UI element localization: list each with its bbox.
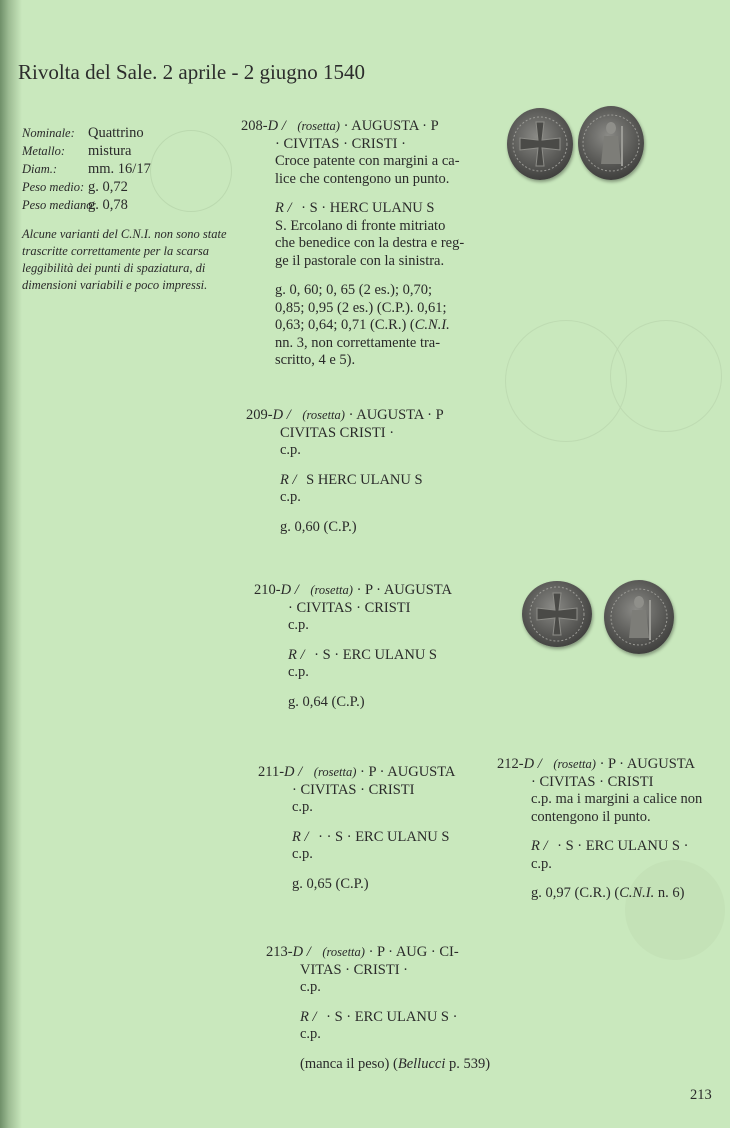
saint-figure-icon bbox=[578, 106, 644, 180]
spacer bbox=[266, 1044, 490, 1056]
condition-note: c.p. bbox=[531, 855, 552, 872]
obverse-description-cont: lice che contengono un punto. bbox=[275, 170, 450, 187]
obverse-prefix: D / bbox=[280, 582, 299, 598]
meta-row-peso-medio bbox=[22, 178, 151, 196]
rosetta-mark: (rosetta) bbox=[553, 757, 596, 771]
entry-number: 213- bbox=[266, 944, 293, 960]
obverse-legend-cont: · CIVITAS · CRISTI bbox=[531, 773, 654, 790]
condition-note: c.p. bbox=[288, 617, 309, 633]
meta-value: mm. 16/17 bbox=[88, 161, 151, 177]
obverse-legend: · P · AUGUSTA bbox=[599, 756, 695, 772]
cross-icon bbox=[507, 108, 573, 180]
meta-value: g. 0,78 bbox=[88, 197, 128, 213]
meta-value: g. 0,72 bbox=[88, 179, 128, 195]
reference-cni: C.N.I. bbox=[414, 317, 450, 333]
reverse-legend: · S · ERC ULANU S bbox=[314, 646, 437, 663]
obverse-prefix: D / bbox=[292, 944, 311, 960]
meta-key: Peso mediano: bbox=[22, 198, 97, 212]
obverse-prefix: D / bbox=[267, 118, 286, 134]
weight-line: (manca il peso) ( bbox=[300, 1055, 398, 1072]
obverse-legend-cont: · CIVITAS · CRISTI bbox=[292, 781, 415, 798]
page-number: 213 bbox=[690, 1087, 712, 1103]
meta-key: Diam.: bbox=[22, 162, 58, 176]
obverse-legend-cont: · CIVITAS · CRISTI bbox=[288, 599, 411, 616]
coin-metadata bbox=[22, 124, 151, 214]
meta-value: mistura bbox=[88, 143, 132, 159]
reverse-prefix: R / bbox=[292, 828, 309, 845]
rosetta-mark: (rosetta) bbox=[322, 945, 365, 959]
weight-line: g. 0,64 (C.P.) bbox=[288, 693, 365, 710]
meta-key: Peso medio: bbox=[22, 180, 85, 194]
cross-icon bbox=[522, 581, 592, 647]
coin-reverse-image-208 bbox=[578, 106, 644, 180]
weight-line-end: n. 6) bbox=[654, 885, 685, 901]
reverse-legend: S HERC ULANU S bbox=[306, 471, 423, 488]
weights-line-5: scritto, 4 e 5). bbox=[275, 352, 356, 368]
spacer bbox=[497, 873, 702, 885]
reverse-prefix: R / bbox=[280, 471, 297, 488]
obverse-prefix: D / bbox=[272, 407, 291, 423]
entry-number: 210- bbox=[254, 582, 281, 598]
weight-line: g. 0,65 (C.P.) bbox=[292, 875, 369, 892]
page-gutter-shadow bbox=[0, 0, 22, 1128]
spacer bbox=[266, 997, 490, 1009]
obverse-legend-cont: VITAS · CRISTI · bbox=[300, 961, 408, 978]
reverse-legend: · · S · ERC ULANU S bbox=[318, 828, 450, 845]
bleed-through-decoration bbox=[150, 130, 232, 212]
obverse-legend: · P · AUGUSTA bbox=[356, 582, 452, 598]
bleed-through-decoration-2 bbox=[505, 320, 627, 442]
rosetta-mark: (rosetta) bbox=[302, 408, 345, 422]
weight-line: g. 0,60 (C.P.) bbox=[280, 518, 357, 535]
condition-note: c.p. bbox=[300, 979, 321, 995]
obverse-legend: · P · AUG · CI- bbox=[368, 944, 459, 960]
reverse-description: S. Ercolano di fronte mitriato bbox=[275, 217, 446, 234]
catalog-entry-208 bbox=[241, 118, 464, 370]
weights-line-1: g. 0, 60; 0, 65 (2 es.); 0,70; bbox=[275, 282, 433, 298]
meta-row-metallo bbox=[22, 142, 151, 160]
page-title: Rivolta del Sale. 2 aprile - 2 giugno 1540 bbox=[18, 60, 366, 84]
condition-note: c.p. bbox=[300, 1026, 321, 1042]
catalog-entry-210 bbox=[254, 582, 452, 711]
reverse-prefix: R / bbox=[288, 646, 305, 663]
transcription-note: Alcune varianti del C.N.I. non sono state trascritte correttamente per la scarsa leggibilità dei punti di spaziatura, di dimensioni variabili e poco impressi. bbox=[22, 227, 227, 292]
reference-bellucci: Bellucci bbox=[397, 1055, 446, 1072]
reference-cni: C.N.I. bbox=[619, 885, 655, 901]
obverse-legend: · AUGUSTA · P bbox=[348, 407, 444, 423]
coin-obverse-image-210 bbox=[522, 581, 592, 647]
weight-line-end: p. 539) bbox=[445, 1055, 491, 1072]
obverse-prefix: D / bbox=[284, 764, 303, 780]
saint-figure-icon bbox=[604, 580, 674, 654]
meta-key: Nominale: bbox=[22, 126, 75, 140]
spacer bbox=[241, 188, 464, 200]
obverse-legend-cont: · CIVITAS · CRISTI · bbox=[275, 135, 406, 152]
spacer bbox=[258, 817, 455, 829]
reverse-description-cont-2: ge il pastorale con la sinistra. bbox=[275, 252, 445, 269]
spacer bbox=[254, 682, 452, 694]
spacer bbox=[246, 460, 444, 472]
weight-line: g. 0,97 (C.R.) ( bbox=[531, 885, 620, 901]
meta-row-peso-mediano bbox=[22, 196, 151, 214]
catalog-entry-213 bbox=[266, 944, 490, 1073]
condition-note: c.p. bbox=[280, 489, 301, 505]
condition-note: c.p. bbox=[292, 799, 313, 815]
condition-note: c.p. bbox=[280, 442, 301, 458]
reverse-legend: · S · ERC ULANU S · bbox=[557, 838, 689, 854]
obverse-legend: · P · AUGUSTA bbox=[360, 764, 456, 780]
entry-number: 211- bbox=[258, 764, 285, 780]
coin-reverse-image-210 bbox=[604, 580, 674, 654]
entry-number: 209- bbox=[246, 407, 273, 423]
reverse-prefix: R / bbox=[275, 200, 292, 216]
reverse-legend: · S · HERC ULANU S bbox=[301, 200, 435, 216]
weights-line-3: 0,63; 0,64; 0,71 (C.R.) ( bbox=[275, 317, 415, 333]
meta-row-diam bbox=[22, 160, 151, 178]
condition-note-cont: contengono il punto. bbox=[531, 808, 651, 825]
weights-line-2: 0,85; 0,95 (2 es.) (C.P.). 0,61; bbox=[275, 299, 447, 316]
spacer bbox=[246, 507, 444, 519]
meta-key: Metallo: bbox=[22, 144, 66, 158]
spacer bbox=[258, 864, 455, 876]
coin-obverse-image-208 bbox=[507, 108, 573, 180]
condition-note: c.p. bbox=[292, 846, 313, 862]
obverse-legend: · AUGUSTA · P bbox=[343, 118, 439, 134]
entry-number: 212- bbox=[497, 756, 524, 772]
obverse-legend-cont: CIVITAS CRISTI · bbox=[280, 424, 395, 441]
rosetta-mark: (rosetta) bbox=[297, 119, 340, 133]
reverse-legend: · S · ERC ULANU S · bbox=[326, 1008, 458, 1025]
spacer bbox=[241, 270, 464, 282]
condition-note: c.p. ma i margini a calice non bbox=[531, 791, 703, 807]
rosetta-mark: (rosetta) bbox=[310, 583, 353, 597]
meta-row-nominale bbox=[22, 124, 151, 142]
meta-value: Quattrino bbox=[88, 125, 144, 141]
catalog-entry-212 bbox=[497, 756, 702, 903]
reverse-description-cont: che benedice con la destra e reg- bbox=[275, 235, 465, 251]
catalog-entry-211 bbox=[258, 764, 455, 893]
obverse-description: Croce patente con margini a ca- bbox=[275, 153, 460, 169]
condition-note: c.p. bbox=[288, 664, 309, 680]
reverse-prefix: R / bbox=[531, 838, 548, 854]
entry-number: 208- bbox=[241, 118, 268, 134]
obverse-prefix: D / bbox=[523, 756, 542, 772]
spacer bbox=[497, 826, 702, 838]
rosetta-mark: (rosetta) bbox=[313, 765, 357, 779]
spacer bbox=[254, 635, 452, 647]
reverse-prefix: R / bbox=[300, 1008, 317, 1025]
catalog-entry-209 bbox=[246, 407, 444, 536]
weights-line-4: nn. 3, non correttamente tra- bbox=[275, 334, 441, 351]
bleed-through-decoration-3 bbox=[610, 320, 722, 432]
